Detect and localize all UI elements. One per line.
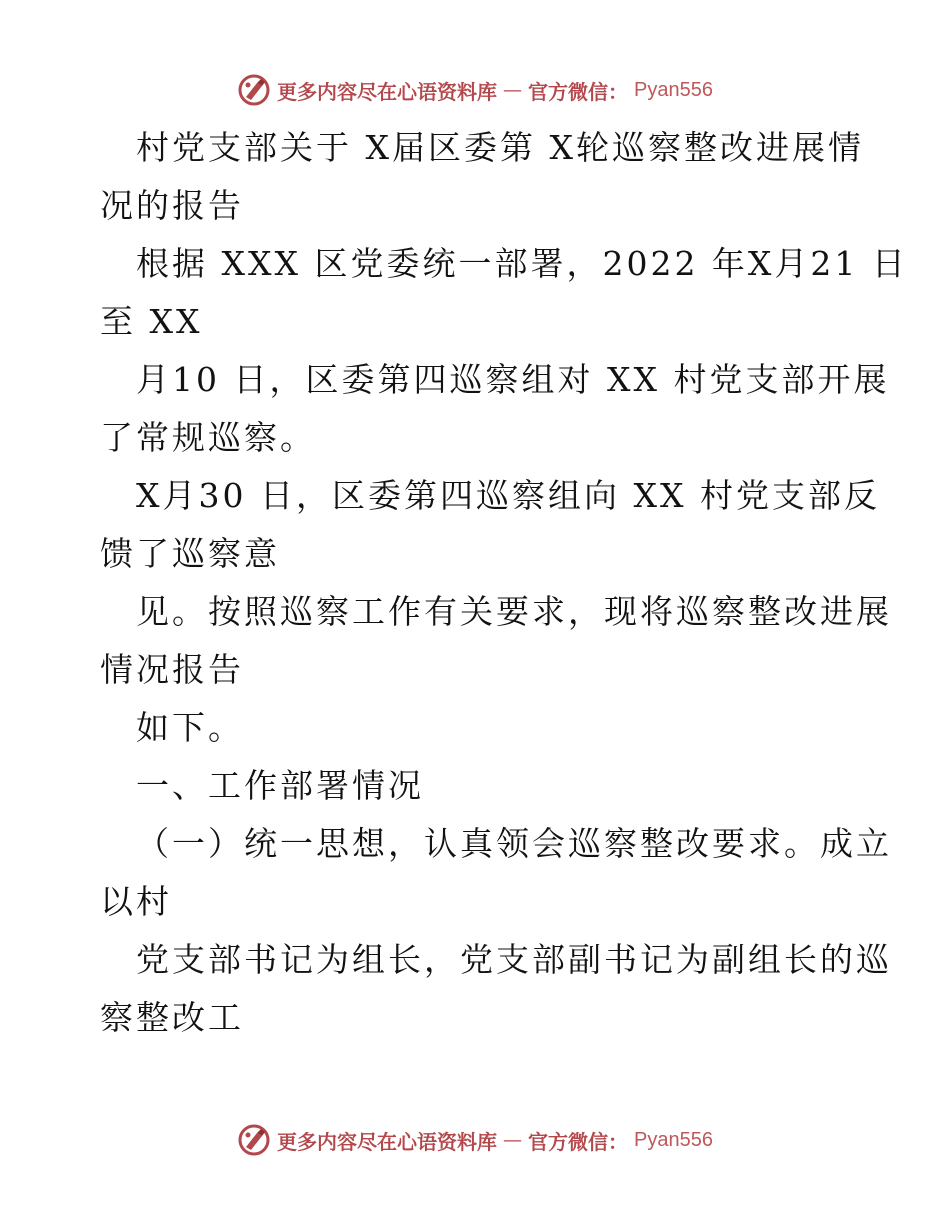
banner-dash: — [503,1129,523,1151]
doc-paragraph-line: 党支部书记为组长，党支部副书记为副组长的巡 [136,940,892,979]
doc-paragraph-line: 察整改工 [100,998,244,1037]
doc-paragraph-line: 月10 日，区委第四巡察组对 XX 村党支部开展 [136,360,890,399]
doc-paragraph-line: 情况报告 [100,650,244,689]
doc-paragraph-line: 至 XX [100,302,203,341]
doc-paragraph-line: 见。按照巡察工作有关要求，现将巡察整改进展 [136,592,892,631]
doc-paragraph-line: 根据 XXX 区党委统一部署，2022 年X月21 日 [136,244,908,283]
doc-paragraph-line: 馈了巡察意 [100,534,280,573]
footer-banner [0,1120,950,1160]
banner-wechat-id: Pyan556 [634,1128,713,1151]
header-banner [0,70,950,110]
doc-title-line-1: 村党支部关于 X届区委第 X轮巡察整改进展情 [136,128,864,167]
doc-paragraph-line: （一）统一思想，认真领会巡察整改要求。成立 [136,824,892,863]
doc-paragraph-line: X月30 日，区委第四巡察组向 XX 村党支部反 [136,476,880,515]
banner-title: 更多内容尽在心语资料库 [277,79,498,104]
doc-paragraph-line: 以村 [100,882,172,921]
banner-label: 官方微信： [528,1129,629,1154]
doc-title-line-2: 况的报告 [100,186,244,225]
banner-dash: — [503,79,523,101]
brand-logo-icon [237,1123,271,1157]
doc-paragraph-line: 如下。 [136,708,244,747]
banner-label: 官方微信： [528,79,629,104]
banner-wechat-id: Pyan556 [634,78,713,101]
brand-logo-icon [237,73,271,107]
section-heading: 一、工作部署情况 [136,766,424,805]
banner-title: 更多内容尽在心语资料库 [277,1129,498,1154]
doc-paragraph-line: 了常规巡察。 [100,418,316,457]
